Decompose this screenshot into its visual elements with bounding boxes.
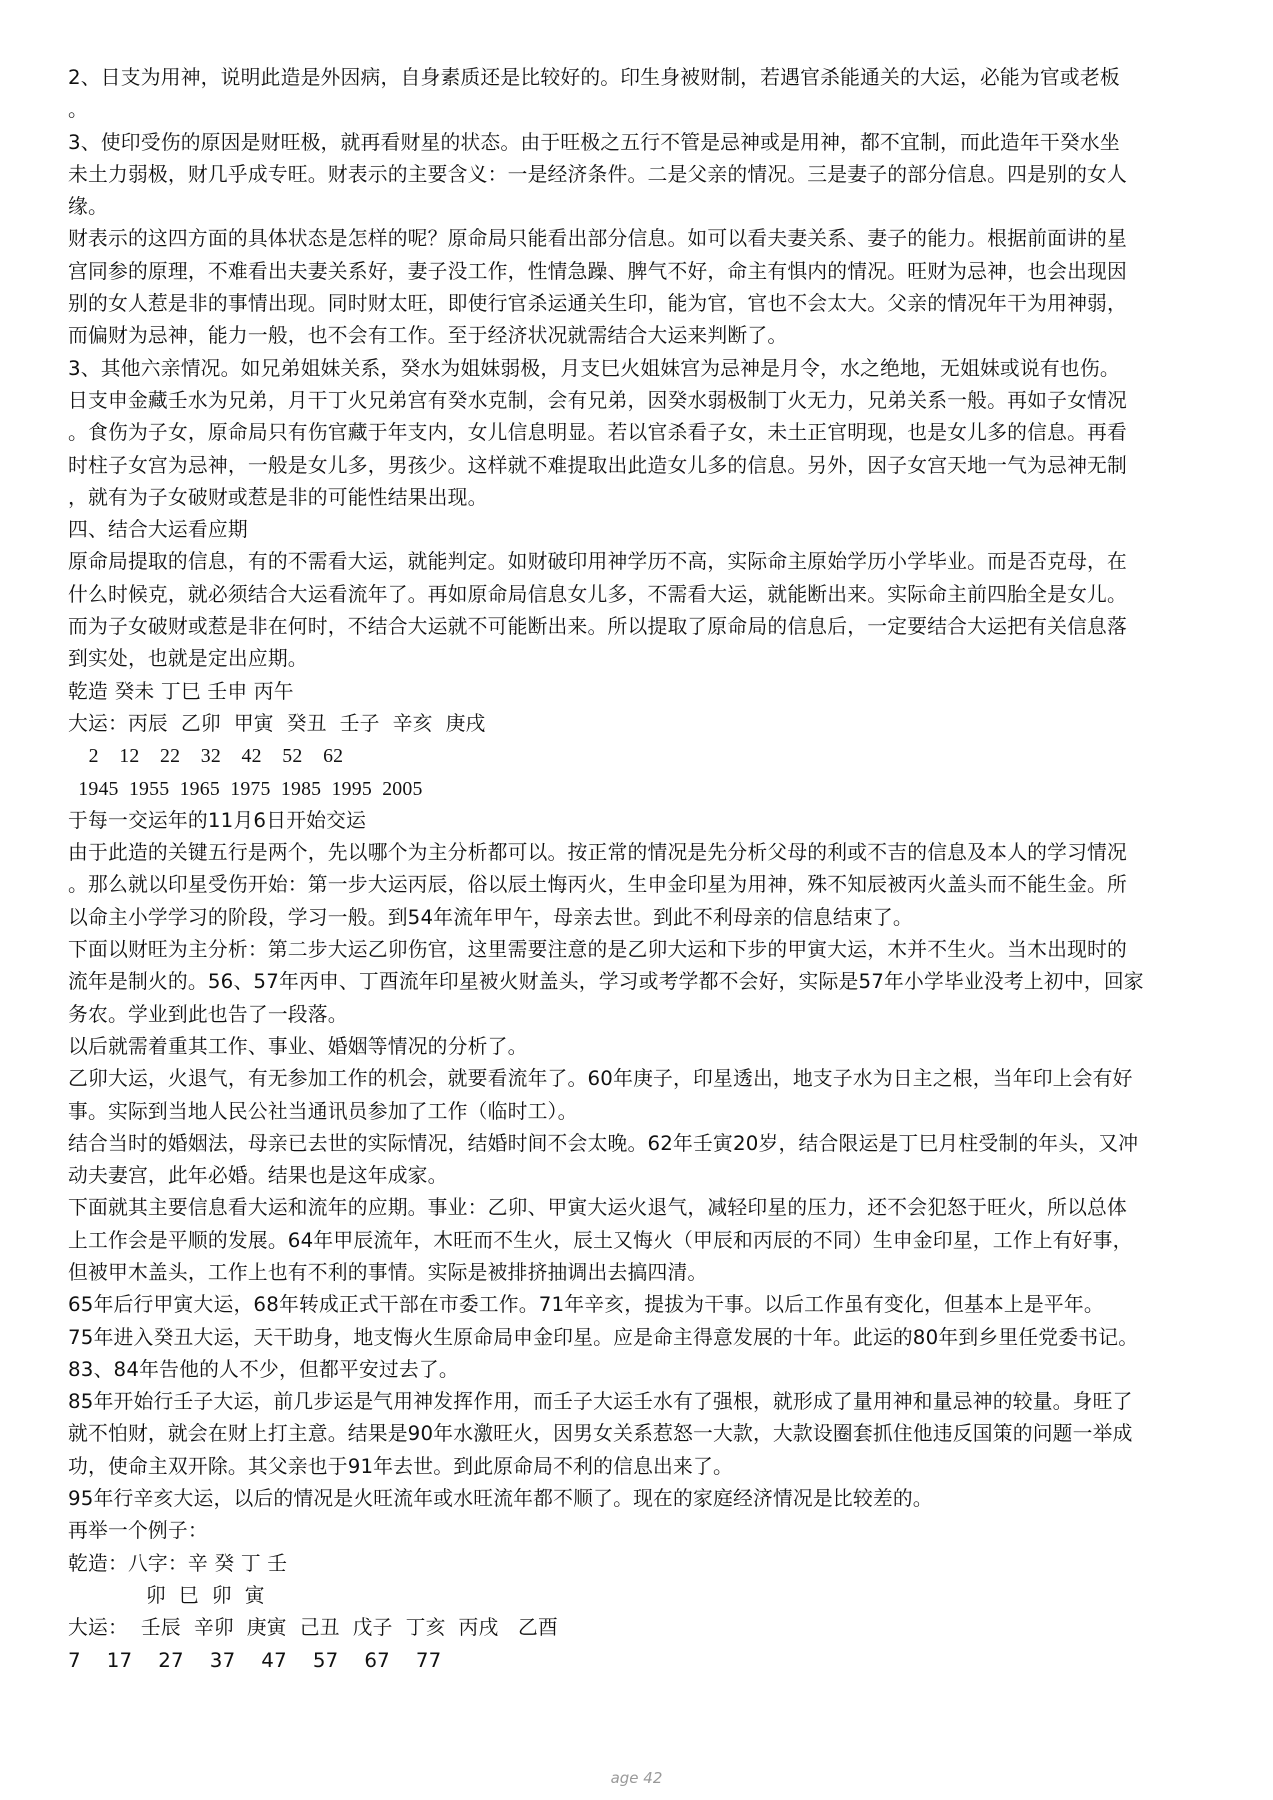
text-line: 由于此造的关键五行是两个，先以哪个为主分析都可以。按正常的情况是先分析父母的利或不吉的信息及本人的学习情况 <box>68 841 1128 865</box>
section-heading: 四、结合大运看应期 <box>68 518 248 542</box>
text-line: 。 <box>68 98 88 122</box>
text-line: 缘。 <box>68 195 108 219</box>
text-line: 动夫妻宫，此年必婚。结果也是这年成家。 <box>68 1164 448 1188</box>
text-line: 85年开始行壬子大运，前几步运是气用神发挥作用，而壬子大运壬水有了强根，就形成了量用神和量忌神的较量。身旺了 <box>68 1390 1133 1414</box>
text-line: 95年行辛亥大运，以后的情况是火旺流年或水旺流年都不顺了。现在的家庭经济情况是比较差的。 <box>68 1487 933 1511</box>
text-line: 。食伤为子女，原命局只有伤官藏于年支内，女儿信息明显。若以官杀看子女，未土正官明现，也是女儿多的信息。再看 <box>68 421 1128 445</box>
text-line: 再举一个例子： <box>68 1519 208 1543</box>
text-line: 2、日支为用神，说明此造是外因病，自身素质还是比较好的。印生身被财制，若遇官杀能通关的大运，必能为官或老板 <box>68 66 1120 89</box>
text-line: 功，使命主双开除。其父亲也于91年去世。到此原命局不利的信息出来了。 <box>68 1454 733 1478</box>
text-line: 下面就其主要信息看大运和流年的应期。事业：乙卯、甲寅大运火退气，减轻印星的压力，还不会犯怒于旺火，所以总体 <box>68 1196 1128 1220</box>
text-line: 而为子女破财或惹是非在何时，不结合大运就不可能断出来。所以提取了原命局的信息后，一定要结合大运把有关信息落 <box>68 615 1128 639</box>
text-line: 83、84年告他的人不少，但都平安过去了。 <box>68 1357 459 1381</box>
text-line: 事。实际到当地人民公社当通讯员参加了工作（临时工）。 <box>68 1099 578 1123</box>
page-number: age 42 <box>610 1769 663 1787</box>
text-line: 就不怕财，就会在财上打主意。结果是90年水激旺火，因男女关系惹怒一大款，大款设圈套抓住他违反国策的问题一举成 <box>68 1422 1133 1446</box>
chart-branches-line: 大运： 壬辰 辛卯 庚寅 己丑 戊子 丁亥 丙戌 乙酉 <box>68 1616 558 1640</box>
text-line: 但被甲木盖头，工作上也有不利的事情。实际是被排挤抽调出去搞四清。 <box>68 1260 708 1284</box>
text-line: 原命局提取的信息，有的不需看大运，就能判定。如财破印用神学历不高，实际命主原始学历小学毕业。而是否克母，在 <box>68 550 1128 574</box>
text-line: 到实处，也就是定出应期。 <box>68 647 308 671</box>
chart-line: 卯 巳 卯 寅 <box>68 1583 265 1607</box>
text-line: 务农。学业到此也告了一段落。 <box>68 1002 348 1026</box>
text-line: 结合当时的婚姻法，母亲已去世的实际情况，结婚时间不会太晚。62年壬寅20岁，结合限运是丁巳月柱受制的年头，又冲 <box>68 1131 1139 1155</box>
text-line: 3、使印受伤的原因是财旺极，就再看财星的状态。由于旺极之五行不管是忌神或是用神，都不宜制，而此造年干癸水坐 <box>68 130 1120 154</box>
luck-pillars-line: 7 17 27 37 47 57 67 77 <box>68 1648 442 1672</box>
document-body <box>68 62 1213 1677</box>
text-line: 日支申金藏壬水为兄弟，月干丁火兄弟宫有癸水克制，会有兄弟，因癸水弱极制丁火无力，兄弟关系一般。再如子女情况 <box>68 388 1128 412</box>
text-line: 65年后行甲寅大运，68年转成正式干部在市委工作。71年辛亥，提拔为干事。以后工作虽有变化，但基本上是平年。 <box>68 1293 1104 1317</box>
text-line: 什么时候克，就必须结合大运看流年了。再如原命局信息女儿多，不需看大运，就能断出来。实际命主前四胎全是女儿。 <box>68 582 1128 606</box>
chart-line: 乾造 癸未 丁巳 壬申 丙午 <box>68 679 294 703</box>
text-line: 下面以财旺为主分析：第二步大运乙卯伤官，这里需要注意的是乙卯大运和下步的甲寅大运，木并不生火。当木出现时的 <box>68 938 1128 962</box>
text-line: 以命主小学学习的阶段，学习一般。到54年流年甲午，母亲去世。到此不利母亲的信息结束了。 <box>68 905 913 929</box>
text-line: 以后就需着重其工作、事业、婚姻等情况的分析了。 <box>68 1034 528 1058</box>
text-line: 财表示的这四方面的具体状态是怎样的呢？原命局只能看出部分信息。如可以看夫妻关系、妻子的能力。根据前面讲的星 <box>68 227 1128 251</box>
text-line: ，就有为子女破财或惹是非的可能性结果出现。 <box>68 485 488 509</box>
luck-pillars-line: 大运：丙辰 乙卯 甲寅 癸丑 壬子 辛亥 庚戌 <box>68 711 486 735</box>
text-line: 而偏财为忌神，能力一般，也不会有工作。至于经济状况就需结合大运来判断了。 <box>68 324 788 348</box>
text-line: 75年进入癸丑大运，天干助身，地支悔火生原命局申金印星。应是命主得意发展的十年。此运的80年到乡里任党委书记。 <box>68 1325 1139 1349</box>
luck-ages-line: 2 12 22 32 42 52 62 <box>68 745 344 768</box>
text-line: 于每一交运年的11月6日开始交运 <box>68 808 367 832</box>
text-line: 流年是制火的。56、57年丙申、丁酉流年印星被火财盖头，学习或考学都不会好，实际是57年小学毕业没考上初中，回家 <box>68 970 1144 994</box>
text-line: 3、其他六亲情况。如兄弟姐妹关系，癸水为姐妹弱极，月支巳火姐妹宫为忌神是月令，水之绝地，无姐妹或说有也伤。 <box>68 356 1120 380</box>
text-line: 时柱子女宫为忌神，一般是女儿多，男孩少。这样就不难提取出此造女儿多的信息。另外，因子女宫天地一气为忌神无制 <box>68 453 1128 477</box>
text-line: 别的女人惹是非的事情出现。同时财太旺，即使行官杀运通关生印，能为官，官也不会太大。父亲的情况年干为用神弱， <box>68 292 1128 316</box>
text-line: 。那么就以印星受伤开始：第一步大运丙辰，俗以辰土悔丙火，生申金印星为用神，殊不知辰被丙火盖头而不能生金。所 <box>68 873 1128 897</box>
text-line: 乾造：八字：辛 癸 丁 壬 <box>68 1551 288 1575</box>
text-line: 上工作会是平顺的发展。64年甲辰流年，木旺而不生火，辰土又悔火（甲辰和丙辰的不同）生申金印星，工作上有好事， <box>68 1228 1133 1252</box>
luck-years-line: 1945 1955 1965 1975 1985 1995 2005 <box>68 777 423 800</box>
text-line: 未土力弱极，财几乎成专旺。财表示的主要含义：一是经济条件。二是父亲的情况。三是妻子的部分信息。四是别的女人 <box>68 162 1128 186</box>
text-line: 宫同参的原理，不难看出夫妻关系好，妻子没工作，性情急躁、脾气不好，命主有惧内的情况。旺财为忌神，也会出现因 <box>68 259 1128 283</box>
text-line: 乙卯大运，火退气，有无参加工作的机会，就要看流年了。60年庚子，印星透出，地支子水为日主之根，当年印上会有好 <box>68 1067 1133 1091</box>
